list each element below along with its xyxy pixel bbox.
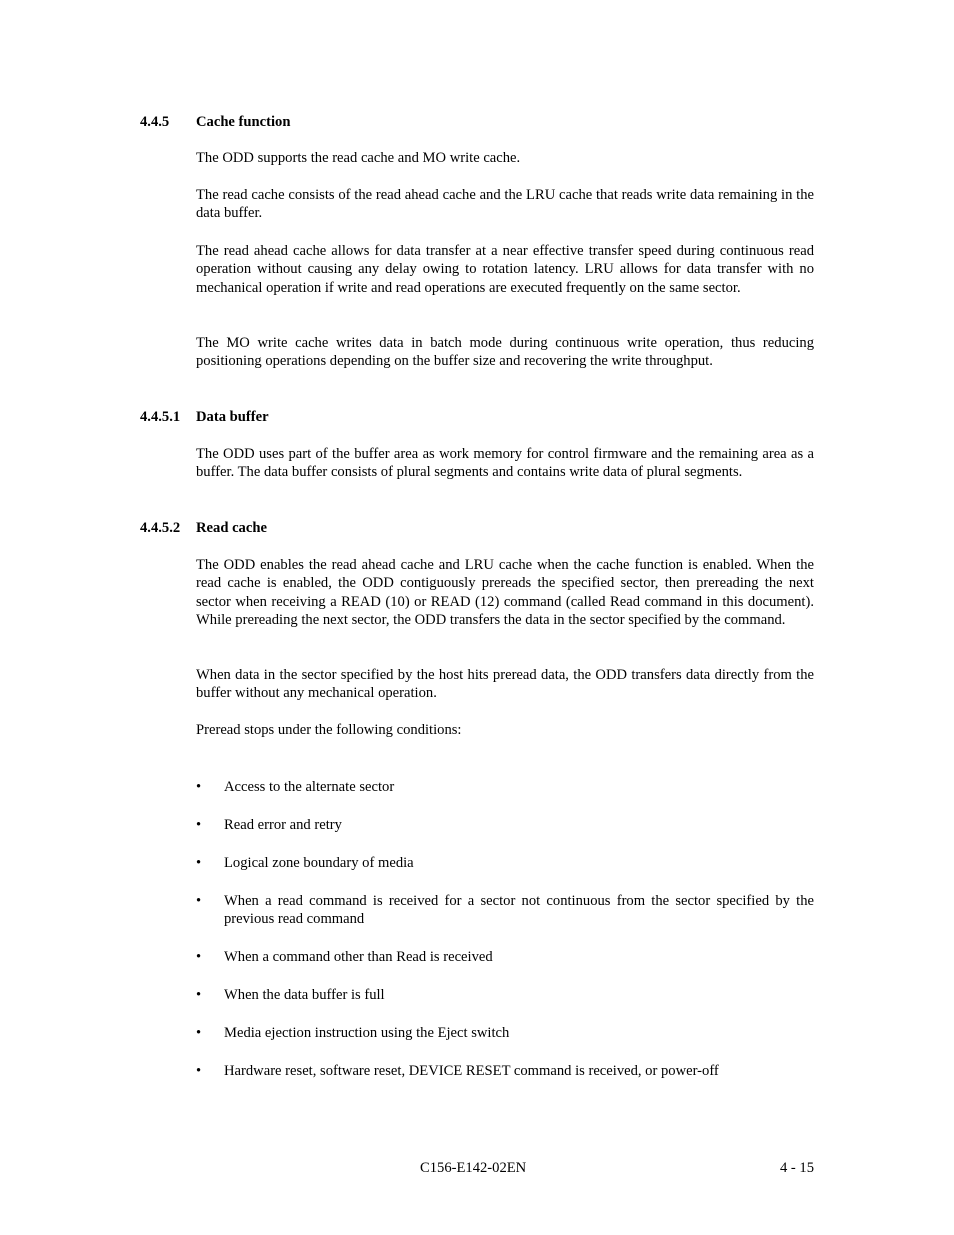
section-title: Read cache [196, 520, 267, 536]
paragraph: The read cache consists of the read ahead cache and the LRU cache that reads write data remaining in the data buffer. [196, 187, 814, 222]
list-item-text: Hardware reset, software reset, DEVICE RESET command is received, or power-off [224, 1063, 719, 1079]
list-item [196, 1062, 814, 1080]
list-item [196, 892, 814, 929]
section-number: 4.4.5.2 [140, 520, 181, 536]
bullet-icon: • [196, 855, 202, 871]
section-number: 4.4.5.1 [140, 409, 181, 425]
list-item [196, 986, 814, 1004]
section-title: Data buffer [196, 409, 269, 425]
list-item [196, 854, 814, 872]
list-item-text: Logical zone boundary of media [224, 855, 414, 871]
bullet-icon: • [196, 1063, 202, 1079]
list-item-text: When a read command is received for a sector not continuous from the sector specified by the previous read command [224, 893, 814, 928]
list-item [196, 816, 814, 834]
paragraph: The read ahead cache allows for data transfer at a near effective transfer speed during continuous read operation without causing any delay owing to rotation latency. LRU allows for data transfer with no mechanical operation if write and read operations are executed frequently on the same sector. [196, 243, 814, 296]
paragraph: Preread stops under the following conditions: [196, 722, 462, 738]
section-title: Cache function [196, 114, 291, 130]
section-heading-read-cache [140, 519, 267, 537]
bullet-icon: • [196, 893, 202, 909]
bullet-icon: • [196, 817, 202, 833]
footer-page-number: 4 - 15 [779, 1160, 814, 1176]
paragraph: The ODD enables the read ahead cache and LRU cache when the cache function is enabled. When the read cache is enabled, the ODD contiguously prereads the specified sector, then prereading the next sector when receiving a READ (10) or READ (12) command (called Read command in this document). While prereading the next sector, the ODD transfers the data in the sector specified by the command. [196, 557, 814, 629]
list-item [196, 948, 814, 966]
paragraph: The ODD supports the read cache and MO write cache. [196, 150, 521, 166]
paragraph: When data in the sector specified by the host hits preread data, the ODD transfers data directly from the buffer without any mechanical operation. [196, 667, 814, 702]
list-item-text: Access to the alternate sector [224, 779, 395, 795]
list-item-text: When the data buffer is full [224, 987, 385, 1003]
bullet-icon: • [196, 987, 202, 1003]
list-item-text: Read error and retry [224, 817, 342, 833]
bullet-icon: • [196, 1025, 202, 1041]
bullet-icon: • [196, 779, 202, 795]
footer-doc-code: C156-E142-02EN [420, 1160, 527, 1176]
list-item-text: When a command other than Read is received [224, 949, 493, 965]
list-item-text: Media ejection instruction using the Eject switch [224, 1025, 510, 1041]
bullet-icon: • [196, 949, 202, 965]
section-heading-cache-function [140, 113, 290, 131]
paragraph: The ODD uses part of the buffer area as work memory for control firmware and the remaining area as a buffer. The data buffer consists of plural segments and contains write data of plural segments. [196, 446, 814, 481]
list-item [196, 1024, 814, 1042]
section-heading-data-buffer [140, 408, 269, 426]
paragraph: The MO write cache writes data in batch mode during continuous write operation, thus reducing positioning operations depending on the buffer size and recovering the write throughput. [196, 335, 814, 370]
section-number: 4.4.5 [140, 114, 170, 130]
list-item [196, 778, 814, 796]
